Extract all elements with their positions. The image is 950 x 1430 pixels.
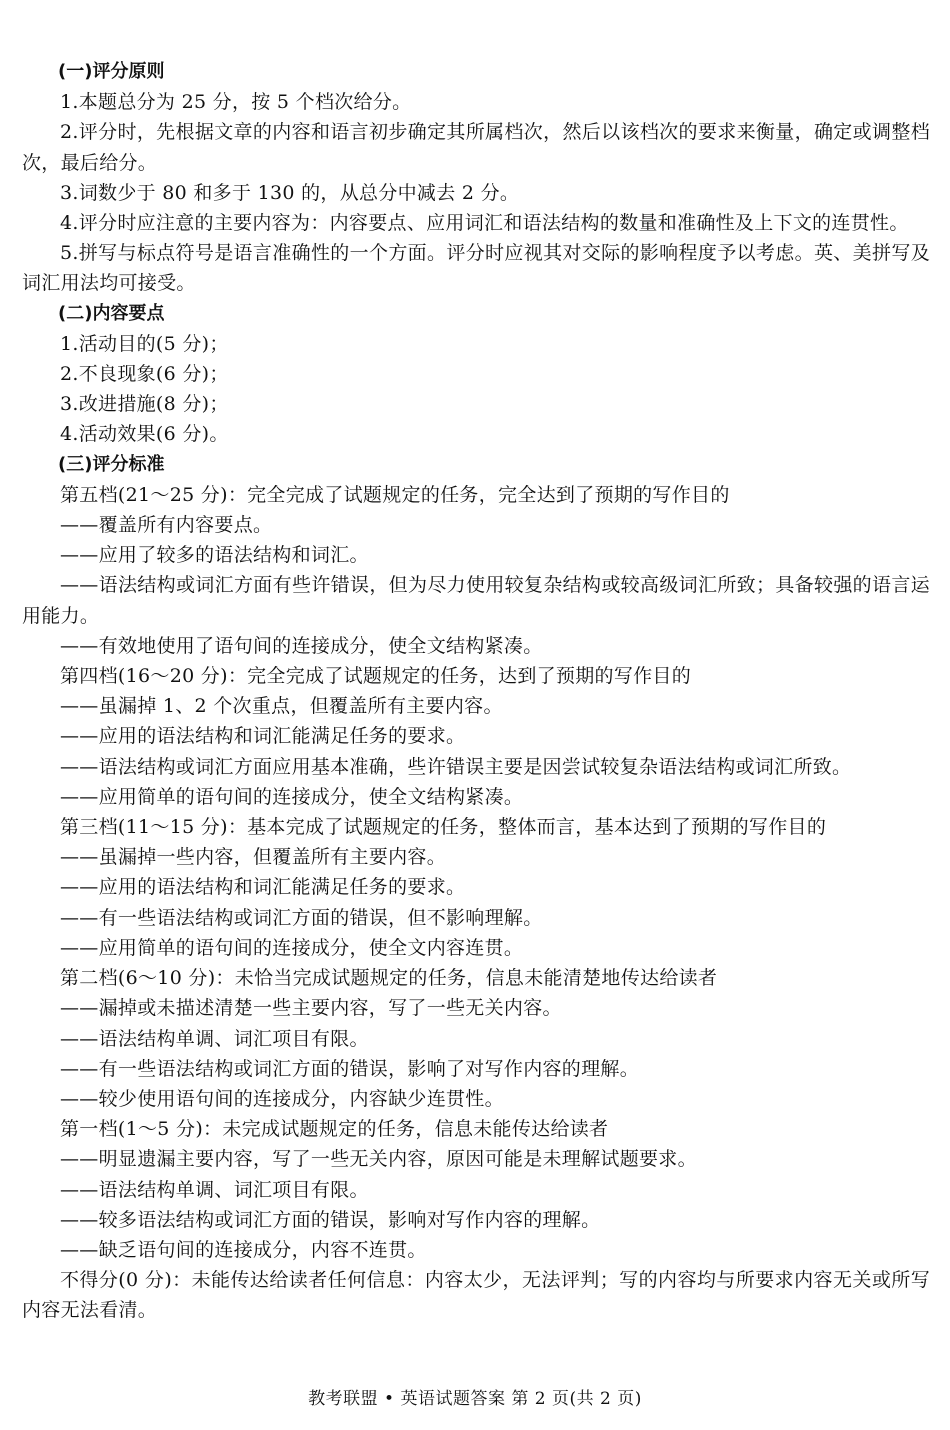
criterion-line: ——有一些语法结构或词汇方面的错误，但不影响理解。 [60,906,543,929]
key-point-item: 4.活动效果(6 分)。 [60,423,229,446]
criterion-line: ——缺乏语句间的连接成分，内容不连贯。 [60,1238,427,1261]
criterion-line: ——语法结构或词汇方面有些许错误，但为尽力使用较复杂结构或较高级词汇所致；具备较强的语言运用能力。 [22,574,930,627]
criterion-line: ——明显遗漏主要内容，写了一些无关内容，原因可能是未理解试题要求。 [60,1148,697,1171]
principle-item: 4.评分时应注意的主要内容为：内容要点、应用词汇和语法结构的数量和准确性及上下文的连贯性。 [60,212,909,235]
principle-item: 1.本题总分为 25 分，按 5 个档次给分。 [60,91,412,114]
criterion-line: ——有效地使用了语句间的连接成分，使全文结构紧凑。 [60,634,543,657]
section-heading-standards: (三)评分标准 [58,453,165,475]
principle-item: 5.拼写与标点符号是语言准确性的一个方面。评分时应视其对交际的影响程度予以考虑。英、美拼写及词汇用法均可接受。 [22,242,930,295]
section-heading-principles: (一)评分原则 [58,61,165,82]
criterion-line: ——漏掉或未描述清楚一些主要内容，写了一些无关内容。 [60,997,562,1020]
key-point-item: 1.活动目的(5 分)； [60,332,229,355]
criterion-line: ——较多语法结构或词汇方面的错误，影响对写作内容的理解。 [60,1208,601,1231]
criterion-line: ——应用简单的语句间的连接成分，使全文结构紧凑。 [60,785,524,808]
grade-level-heading: 第四档(16～20 分)：完全完成了试题规定的任务，达到了预期的写作目的 [60,665,692,688]
criterion-line: ——应用了较多的语法结构和词汇。 [60,544,369,567]
principle-item: 3.词数少于 80 和多于 130 的，从总分中减去 2 分。 [60,181,520,204]
page-footer: 教考联盟 • 英语试题答案 第 2 页(共 2 页) [308,1389,642,1409]
section-heading-key-points: (二)内容要点 [58,302,165,324]
principle-item: 2.评分时，先根据文章的内容和语言初步确定其所属档次，然后以该档次的要求来衡量，确定或调整档次，最后给分。 [22,121,930,174]
criterion-line: ——语法结构单调、词汇项目有限。 [60,1027,369,1050]
answer-document [22,57,930,1326]
grade-level-heading: 第一档(1～5 分)：未完成试题规定的任务，信息未能传达给读者 [60,1118,609,1141]
grade-level-heading: 第二档(6～10 分)：未恰当完成试题规定的任务，信息未能清楚地传达给读者 [60,967,718,990]
criterion-line: ——应用的语法结构和词汇能满足任务的要求。 [60,876,466,899]
grade-level-heading: 第五档(21～25 分)：完全完成了试题规定的任务，完全达到了预期的写作目的 [60,483,730,506]
grade-level-heading: 第三档(11～15 分)：基本完成了试题规定的任务，整体而言，基本达到了预期的写作目的 [60,816,827,839]
criterion-line: ——语法结构或词汇方面应用基本准确，些许错误主要是因尝试较复杂语法结构或词汇所致。 [60,755,852,778]
criterion-line: ——语法结构单调、词汇项目有限。 [60,1178,369,1201]
criterion-line: ——虽漏掉一些内容，但覆盖所有主要内容。 [60,846,447,869]
criterion-line: ——应用简单的语句间的连接成分，使全文内容连贯。 [60,936,524,959]
criterion-line: ——较少使用语句间的连接成分，内容缺少连贯性。 [60,1087,504,1110]
criterion-line: ——应用的语法结构和词汇能满足任务的要求。 [60,725,466,748]
criterion-line: ——虽漏掉 1、2 个次重点，但覆盖所有主要内容。 [60,695,503,718]
key-point-item: 3.改进措施(8 分)； [60,393,229,416]
zero-score-rule: 不得分(0 分)：未能传达给读者任何信息：内容太少，无法评判；写的内容均与所要求内容无关或所写内容无法看清。 [22,1269,930,1322]
key-point-item: 2.不良现象(6 分)； [60,363,229,386]
criterion-line: ——覆盖所有内容要点。 [60,514,273,537]
criterion-line: ——有一些语法结构或词汇方面的错误，影响了对写作内容的理解。 [60,1057,640,1080]
